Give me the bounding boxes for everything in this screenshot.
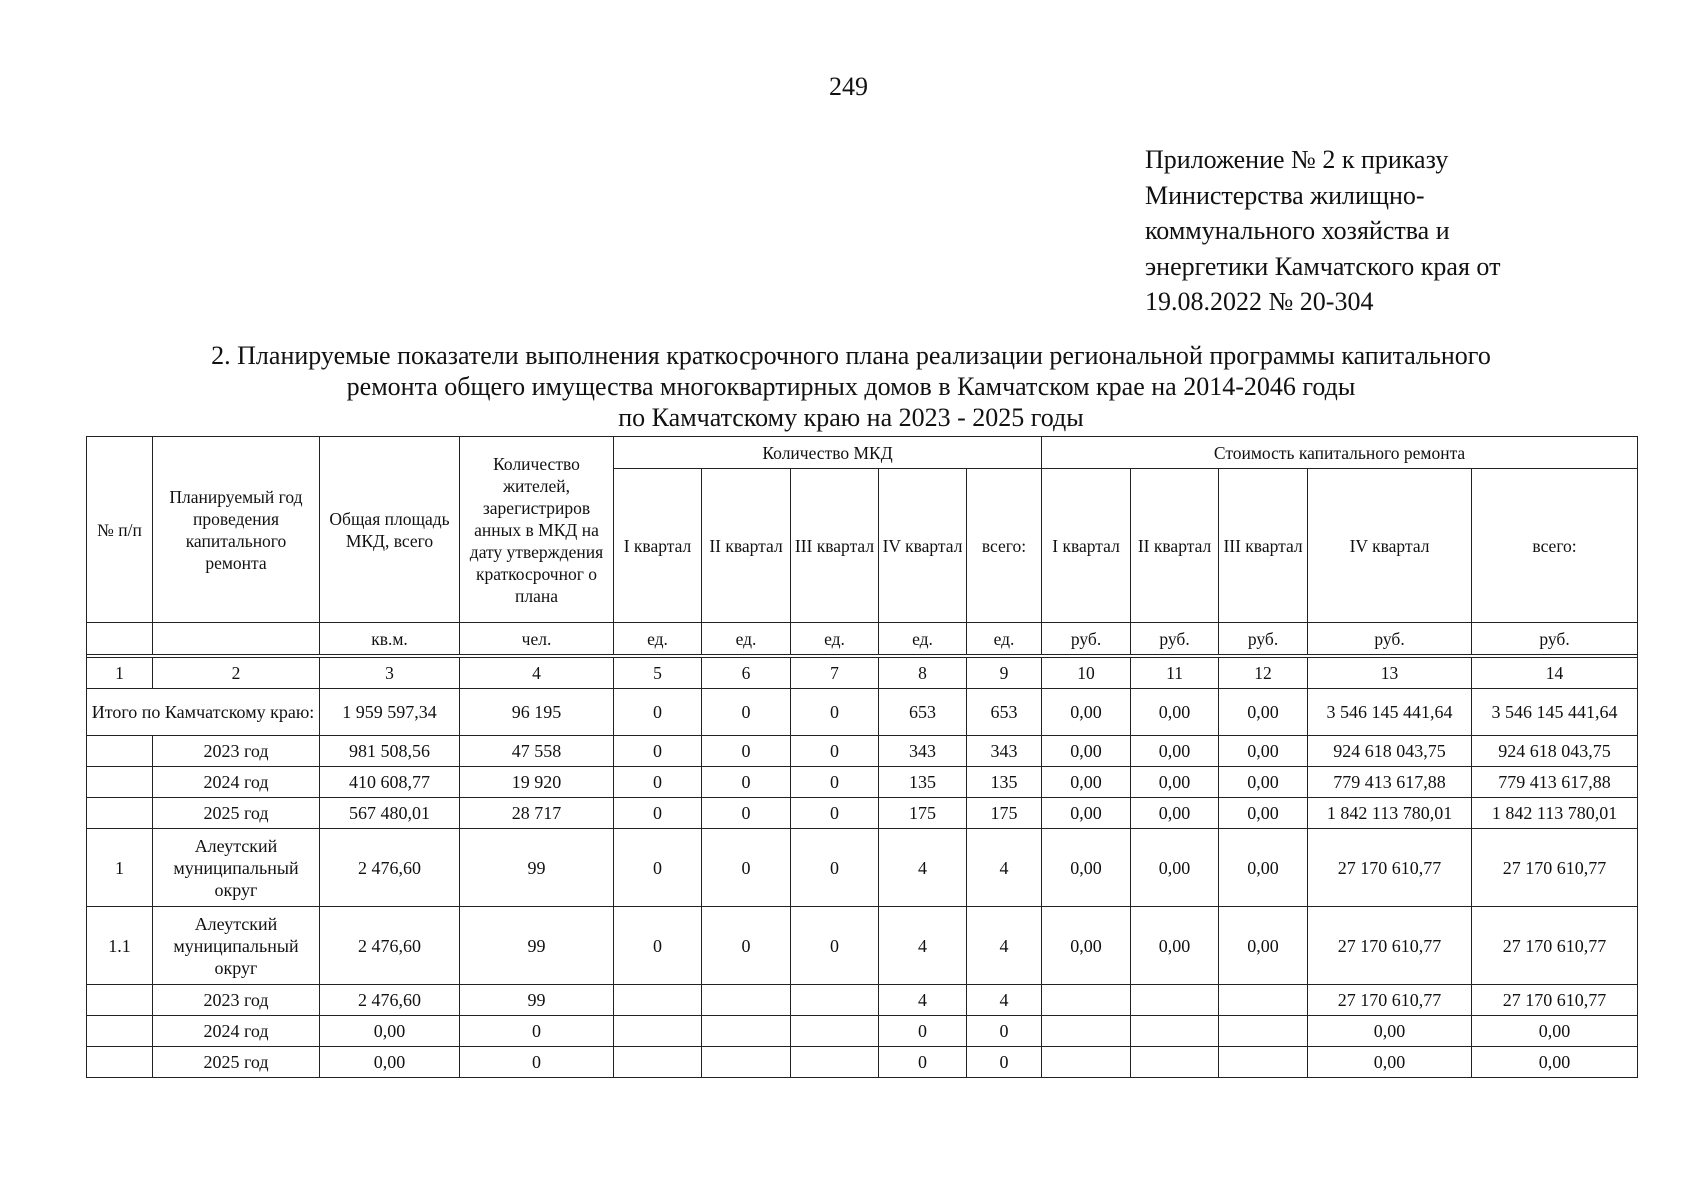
row-cell: 27 170 610,77 (1472, 829, 1638, 907)
unit-cost: руб. (1308, 623, 1472, 655)
row-cell (1131, 985, 1219, 1016)
row-number (87, 1047, 153, 1078)
appendix-line: Приложение № 2 к приказу (1145, 145, 1449, 174)
row-number: 1.1 (87, 907, 153, 985)
total-label: Итого по Камчатскому краю: (87, 689, 320, 736)
row-cell: 0,00 (1042, 829, 1131, 907)
row-cell: 0,00 (1042, 907, 1131, 985)
unit-cost: руб. (1219, 623, 1308, 655)
row-cell: 0,00 (1219, 767, 1308, 798)
total-row (87, 689, 1638, 736)
header-year: Планируемый год проведения капитального ремонта (153, 437, 320, 623)
row-cell (1219, 1047, 1308, 1078)
unit-mkd: ед. (614, 623, 702, 655)
column-number: 8 (879, 658, 967, 689)
total-cell: 653 (879, 689, 967, 736)
row-number (87, 736, 153, 767)
unit-empty (87, 623, 153, 655)
row-label: Алеутский муниципальный округ (153, 907, 320, 985)
total-cell: 0,00 (1042, 689, 1131, 736)
row-cell (1219, 985, 1308, 1016)
row-cell (791, 985, 879, 1016)
column-number: 10 (1042, 658, 1131, 689)
row-cell (614, 985, 702, 1016)
row-cell: 0,00 (1042, 798, 1131, 829)
row-cell: 0,00 (1042, 767, 1131, 798)
row-cell: 981 508,56 (320, 736, 460, 767)
header-mkd-q1: I квартал (614, 469, 702, 623)
table-row (87, 1016, 1638, 1047)
row-cell: 0,00 (1219, 829, 1308, 907)
row-cell: 779 413 617,88 (1472, 767, 1638, 798)
header-cost-q2: II квартал (1131, 469, 1219, 623)
plan-table (86, 436, 1638, 1078)
row-number (87, 985, 153, 1016)
table-row (87, 798, 1638, 829)
total-cell: 3 546 145 441,64 (1472, 689, 1638, 736)
row-cell: 0 (702, 767, 791, 798)
row-cell: 0 (614, 736, 702, 767)
row-cell (1131, 1016, 1219, 1047)
row-cell: 924 618 043,75 (1472, 736, 1638, 767)
header-cost-total: всего: (1472, 469, 1638, 623)
row-cell: 0,00 (1131, 798, 1219, 829)
row-cell (1131, 1047, 1219, 1078)
column-number: 6 (702, 658, 791, 689)
row-label: 2024 год (153, 767, 320, 798)
row-cell: 1 842 113 780,01 (1472, 798, 1638, 829)
appendix-line: энергетики Камчатского края от (1145, 251, 1501, 281)
row-cell (1042, 985, 1131, 1016)
row-cell: 0,00 (1308, 1047, 1472, 1078)
row-cell: 0 (702, 798, 791, 829)
column-number: 14 (1472, 658, 1638, 689)
unit-cost: руб. (1472, 623, 1638, 655)
unit-residents: чел. (460, 623, 614, 655)
row-cell: 0,00 (1131, 907, 1219, 985)
row-cell (614, 1047, 702, 1078)
row-cell: 4 (879, 985, 967, 1016)
unit-empty (153, 623, 320, 655)
row-cell: 4 (879, 829, 967, 907)
total-cell: 0 (614, 689, 702, 736)
column-number: 12 (1219, 658, 1308, 689)
row-cell: 343 (967, 736, 1042, 767)
row-cell (791, 1047, 879, 1078)
row-cell: 0,00 (320, 1016, 460, 1047)
total-cell: 0 (791, 689, 879, 736)
row-cell: 27 170 610,77 (1308, 907, 1472, 985)
row-cell: 0 (967, 1047, 1042, 1078)
table-row (87, 1047, 1638, 1078)
column-number: 3 (320, 658, 460, 689)
table-row (87, 736, 1638, 767)
row-cell: 0,00 (1472, 1016, 1638, 1047)
row-cell (1042, 1016, 1131, 1047)
row-cell: 410 608,77 (320, 767, 460, 798)
row-cell: 99 (460, 829, 614, 907)
column-number: 9 (967, 658, 1042, 689)
row-number (87, 798, 153, 829)
row-cell: 27 170 610,77 (1472, 907, 1638, 985)
row-cell (1219, 1016, 1308, 1047)
row-number (87, 1016, 153, 1047)
row-cell: 0 (702, 907, 791, 985)
column-number: 7 (791, 658, 879, 689)
row-cell (614, 1016, 702, 1047)
row-cell: 27 170 610,77 (1308, 829, 1472, 907)
header-mkd-group: Количество МКД (614, 437, 1042, 469)
row-label: 2025 год (153, 1047, 320, 1078)
row-cell: 343 (879, 736, 967, 767)
row-cell: 175 (967, 798, 1042, 829)
row-cell: 0 (791, 829, 879, 907)
unit-cost: руб. (1042, 623, 1131, 655)
row-number: 1 (87, 829, 153, 907)
row-cell: 0,00 (1219, 798, 1308, 829)
table-row (87, 767, 1638, 798)
row-cell: 2 476,60 (320, 985, 460, 1016)
column-number: 13 (1308, 658, 1472, 689)
row-cell: 0 (791, 798, 879, 829)
appendix-line: Министерства жилищно- (1145, 180, 1425, 210)
row-cell: 175 (879, 798, 967, 829)
header-mkd-q4: IV квартал (879, 469, 967, 623)
appendix-note (1145, 142, 1665, 320)
row-cell: 135 (967, 767, 1042, 798)
row-label: 2023 год (153, 985, 320, 1016)
title-line: по Камчатскому краю на 2023 - 2025 годы (618, 403, 1084, 432)
column-number: 11 (1131, 658, 1219, 689)
row-cell: 0,00 (1472, 1047, 1638, 1078)
unit-mkd: ед. (967, 623, 1042, 655)
total-cell: 3 546 145 441,64 (1308, 689, 1472, 736)
header-cost-q1: I квартал (1042, 469, 1131, 623)
row-cell: 99 (460, 907, 614, 985)
row-label: 2024 год (153, 1016, 320, 1047)
row-cell (702, 1016, 791, 1047)
row-label: 2025 год (153, 798, 320, 829)
row-cell: 0,00 (320, 1047, 460, 1078)
row-cell: 0,00 (1042, 736, 1131, 767)
row-cell: 0 (702, 736, 791, 767)
row-cell: 0 (614, 767, 702, 798)
row-cell (702, 985, 791, 1016)
total-cell: 0,00 (1219, 689, 1308, 736)
column-number: 4 (460, 658, 614, 689)
row-cell: 924 618 043,75 (1308, 736, 1472, 767)
table-row (87, 985, 1638, 1016)
total-cell: 0 (702, 689, 791, 736)
table-row (87, 829, 1638, 907)
unit-area: кв.м. (320, 623, 460, 655)
row-cell: 0 (614, 829, 702, 907)
row-cell: 4 (967, 907, 1042, 985)
column-number: 2 (153, 658, 320, 689)
unit-mkd: ед. (879, 623, 967, 655)
header-num: № п/п (87, 437, 153, 623)
total-cell: 653 (967, 689, 1042, 736)
header-residents: Количество жителей, зарегистриров анных в МКД на дату утверждения краткосрочног о плана (460, 437, 614, 623)
row-cell: 28 717 (460, 798, 614, 829)
header-cost-q4: IV квартал (1308, 469, 1472, 623)
column-number: 1 (87, 658, 153, 689)
row-cell (1042, 1047, 1131, 1078)
header-cost-group: Стоимость капитального ремонта (1042, 437, 1638, 469)
header-mkd-q2: II квартал (702, 469, 791, 623)
row-label: 2023 год (153, 736, 320, 767)
header-area: Общая площадь МКД, всего (320, 437, 460, 623)
row-cell (791, 1016, 879, 1047)
row-cell: 27 170 610,77 (1308, 985, 1472, 1016)
row-cell: 0,00 (1131, 736, 1219, 767)
unit-mkd: ед. (791, 623, 879, 655)
header-mkd-q3: III квартал (791, 469, 879, 623)
row-cell: 19 920 (460, 767, 614, 798)
header-cost-q3: III квартал (1219, 469, 1308, 623)
unit-mkd: ед. (702, 623, 791, 655)
total-cell: 1 959 597,34 (320, 689, 460, 736)
page-number: 249 (829, 72, 868, 101)
row-cell: 0 (460, 1047, 614, 1078)
row-cell: 0 (460, 1016, 614, 1047)
row-cell: 779 413 617,88 (1308, 767, 1472, 798)
title-line: ремонта общего имущества многоквартирных домов в Камчатском крае на 2014-2046 годы (346, 372, 1356, 401)
row-cell: 2 476,60 (320, 829, 460, 907)
row-cell: 0,00 (1219, 736, 1308, 767)
row-cell: 0 (614, 907, 702, 985)
appendix-line: 19.08.2022 № 20-304 (1145, 287, 1374, 316)
row-cell: 0,00 (1308, 1016, 1472, 1047)
row-cell: 0 (791, 736, 879, 767)
row-cell: 135 (879, 767, 967, 798)
column-number: 5 (614, 658, 702, 689)
row-label: Алеутский муниципальный округ (153, 829, 320, 907)
row-cell (702, 1047, 791, 1078)
title-line: 2. Планируемые показатели выполнения краткосрочного плана реализации региональной программы капитального (211, 341, 1491, 370)
row-cell: 0 (879, 1047, 967, 1078)
row-cell: 1 842 113 780,01 (1308, 798, 1472, 829)
row-cell: 4 (967, 829, 1042, 907)
row-cell: 0 (702, 829, 791, 907)
row-cell: 0 (967, 1016, 1042, 1047)
row-cell: 2 476,60 (320, 907, 460, 985)
document-title (86, 340, 1616, 433)
row-cell: 0 (879, 1016, 967, 1047)
row-cell: 0 (614, 798, 702, 829)
row-cell: 4 (879, 907, 967, 985)
row-cell: 0,00 (1131, 829, 1219, 907)
row-cell: 0,00 (1219, 907, 1308, 985)
row-cell: 0 (791, 767, 879, 798)
row-number (87, 767, 153, 798)
appendix-line: коммунального хозяйства и (1145, 216, 1450, 245)
total-cell: 96 195 (460, 689, 614, 736)
header-mkd-total: всего: (967, 469, 1042, 623)
row-cell: 567 480,01 (320, 798, 460, 829)
row-cell: 4 (967, 985, 1042, 1016)
row-cell: 0,00 (1131, 767, 1219, 798)
row-cell: 47 558 (460, 736, 614, 767)
unit-cost: руб. (1131, 623, 1219, 655)
row-cell: 99 (460, 985, 614, 1016)
row-cell: 27 170 610,77 (1472, 985, 1638, 1016)
table-row (87, 907, 1638, 985)
total-cell: 0,00 (1131, 689, 1219, 736)
row-cell: 0 (791, 907, 879, 985)
column-number-row (87, 658, 1638, 689)
